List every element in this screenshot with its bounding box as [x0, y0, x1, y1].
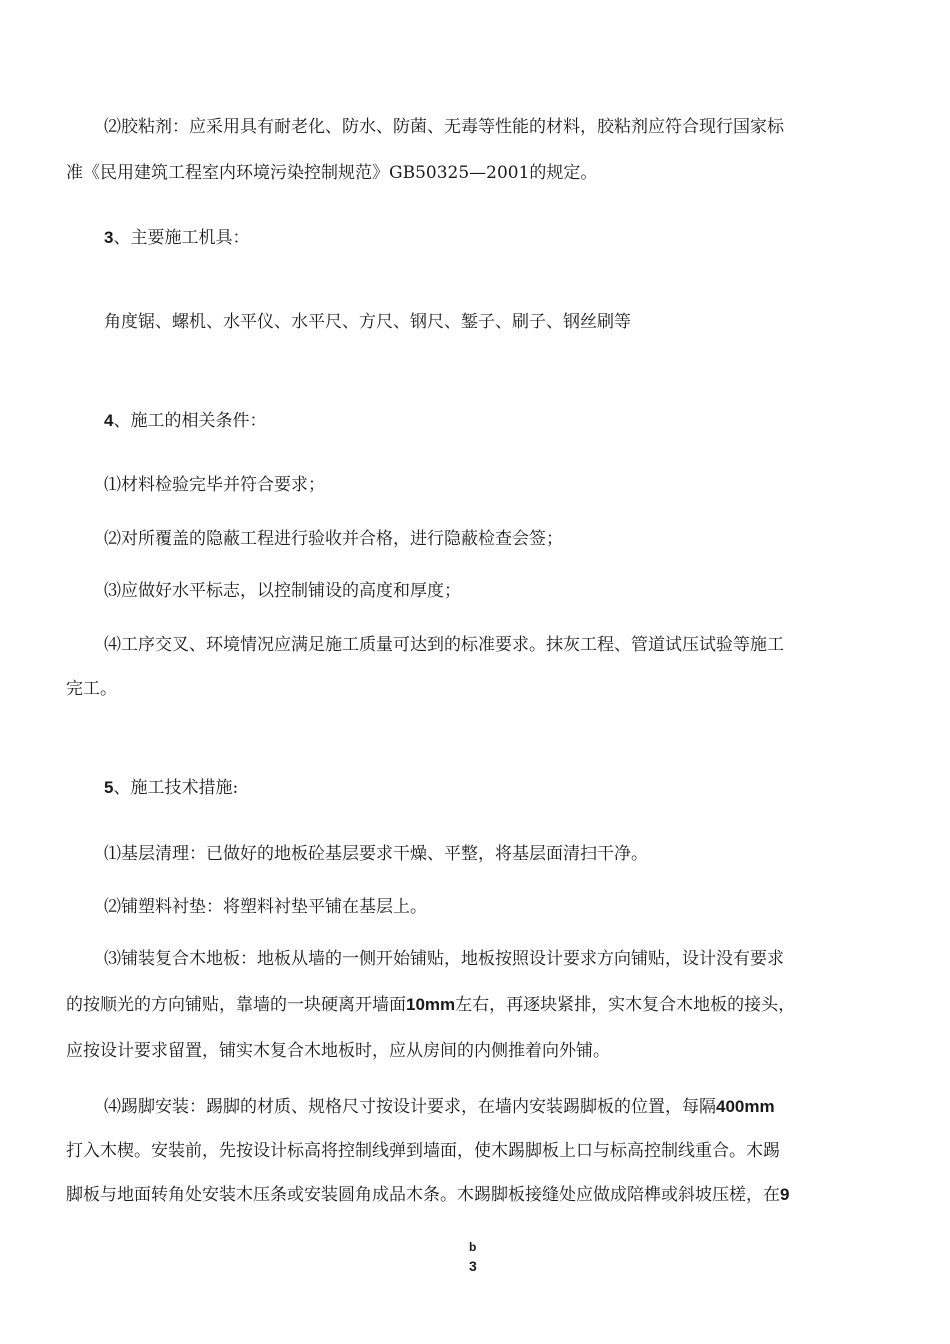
- measure-2: ⑵铺塑料衬垫：将塑料衬垫平铺在基层上。: [104, 897, 427, 917]
- adhesive-line-2: 准《民用建筑工程室内环境污染控制规范》GB50325—2001的规定。: [66, 163, 598, 183]
- tools-heading: [104, 227, 249, 249]
- measure-1: ⑴基层清理：已做好的地板砼基层要求干燥、平整，将基层面清扫干净。: [104, 844, 648, 864]
- condition-2: ⑵对所覆盖的隐蔽工程进行验收并合格，进行隐蔽检查会签；: [104, 529, 563, 549]
- measure-3-gap-value: 10mm: [406, 995, 456, 1014]
- conditions-heading-text: 、施工的相关条件：: [113, 411, 267, 431]
- adhesive-line-1: ⑵胶粘剂：应采用具有耐老化、防水、防菌、无毒等性能的材料，胶粘剂应符合现行国家标: [104, 117, 784, 137]
- page-number: 3: [469, 1258, 477, 1274]
- measure-3-line-2: [66, 994, 795, 1016]
- measure-4-line-2: 打入木楔。安装前，先按设计标高将控制线弹到墙面，使木踢脚板上口与标高控制线重合。木踢: [66, 1141, 780, 1161]
- measures-heading-number: 5: [104, 778, 114, 797]
- measure-4-line-3-num: 9: [780, 1185, 790, 1204]
- conditions-heading: [104, 410, 266, 432]
- measure-4-line-1: [104, 1096, 775, 1118]
- tools-list: 角度锯、螺机、水平仪、水平尺、方尺、钢尺、錾子、刷子、钢丝刷等: [104, 312, 631, 332]
- measure-4-spacing-value: 400mm: [716, 1097, 775, 1116]
- measures-heading: [104, 777, 238, 799]
- measures-heading-text: 、施工技术措施:: [113, 778, 239, 798]
- condition-3: ⑶应做好水平标志，以控制铺设的高度和厚度；: [104, 581, 461, 601]
- tools-heading-number: 3: [104, 228, 114, 247]
- measure-3-line-2-a: 的按顺光的方向铺贴，靠墙的一块硬离开墙面: [66, 995, 406, 1015]
- measure-4-line-3-a: 脚板与地面转角处安装木压条或安装圆角成品木条。木踢脚板接缝处应做成陪榫或斜坡压槎，在: [66, 1185, 780, 1205]
- footer-mark: b: [469, 1240, 477, 1254]
- condition-4-line-1: ⑷工序交叉、环境情况应满足施工质量可达到的标准要求。抹灰工程、管道试压试验等施工: [104, 635, 784, 655]
- measure-4-line-3: [66, 1184, 789, 1206]
- measure-4-line-1-a: ⑷踢脚安装：踢脚的材质、规格尺寸按设计要求，在墙内安装踢脚板的位置，每隔: [104, 1097, 716, 1117]
- condition-1: ⑴材料检验完毕并符合要求；: [104, 475, 325, 495]
- conditions-heading-number: 4: [104, 411, 114, 430]
- measure-3-line-3: 应按设计要求留置，铺实木复合木地板时，应从房间的内侧推着向外铺。: [66, 1041, 610, 1061]
- tools-heading-text: 、主要施工机具：: [113, 228, 250, 248]
- measure-3-line-1: ⑶铺装复合木地板：地板从墙的一侧开始铺贴，地板按照设计要求方向铺贴，设计没有要求: [104, 949, 784, 969]
- condition-4-line-2: 完工。: [66, 679, 117, 699]
- measure-3-line-2-b: 左右，再逐块紧排，实木复合木地板的接头，: [455, 995, 796, 1015]
